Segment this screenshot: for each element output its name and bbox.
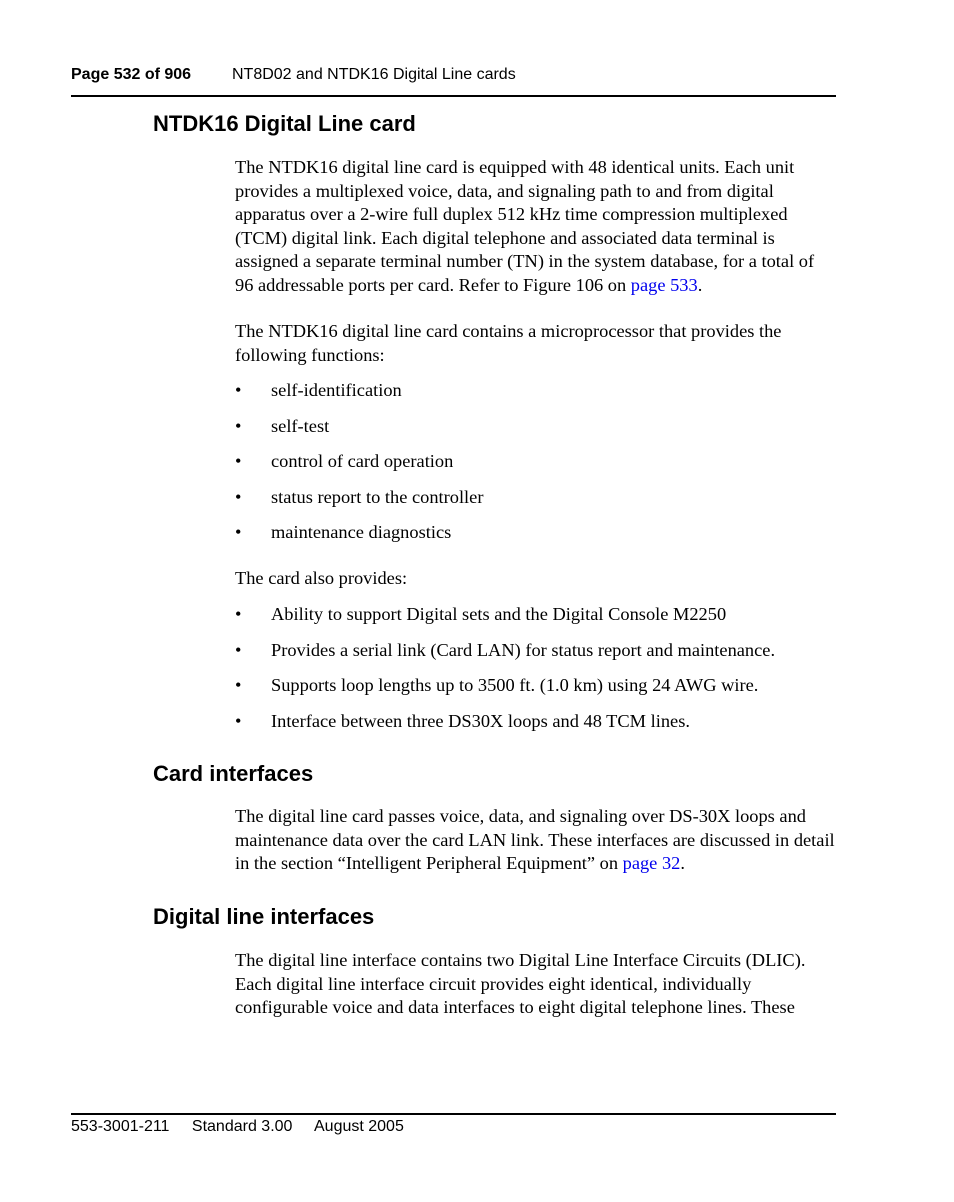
bullet-icon: • — [235, 451, 242, 471]
page-footer — [71, 1118, 422, 1136]
page-533-link[interactable]: page 533 — [630, 274, 698, 295]
list-item — [235, 450, 835, 486]
functions-intro-paragraph: The NTDK16 digital line card contains a microprocessor that provides the following functions: — [235, 321, 782, 365]
header-rule — [71, 95, 836, 97]
card-interfaces-text: The digital line card passes voice, data, and signaling over DS-30X loops and maintenance data over the card LAN link. These interfaces are discussed in detail in the section “Intelligent Peripheral Equipment” on — [235, 806, 835, 873]
standard-version: Standard 3.00 — [191, 1118, 293, 1135]
bullet-icon: • — [235, 522, 242, 542]
list-item — [235, 674, 835, 710]
document-number: 553-3001-211 — [71, 1118, 170, 1135]
bullet-icon: • — [235, 710, 242, 731]
intro-paragraph-end: . — [697, 274, 703, 295]
bullet-icon: • — [235, 380, 242, 400]
card-interfaces-end: . — [680, 853, 685, 873]
bullet-icon: • — [235, 486, 242, 507]
publication-date: August 2005 — [314, 1118, 404, 1135]
list-item-text: Interface between three DS30X loops and 48 TCM lines. — [271, 710, 690, 731]
list-item — [235, 603, 835, 639]
list-item — [235, 521, 835, 557]
page-number: Page 532 of 906 — [71, 66, 192, 83]
section-heading-digital-line-interfaces: Digital line interfaces — [153, 904, 375, 929]
document-title: NT8D02 and NTDK16 Digital Line cards — [232, 66, 516, 83]
page-32-link[interactable]: page 32 — [622, 853, 681, 873]
card-provides-paragraph: The card also provides: — [235, 568, 408, 588]
list-item — [235, 415, 835, 451]
card-interfaces-paragraph — [235, 805, 835, 876]
list-item — [235, 710, 835, 746]
list-item — [235, 486, 835, 522]
section-heading-ntdk16: NTDK16 Digital Line card — [153, 111, 416, 136]
list-item-text: maintenance diagnostics — [271, 522, 452, 542]
list-item-text: self-test — [271, 415, 330, 436]
bullet-icon: • — [235, 415, 242, 436]
bullet-icon: • — [235, 675, 242, 695]
list-item-text: self-identification — [271, 380, 402, 400]
list-item-text: Supports loop lengths up to 3500 ft. (1.0 km) using 24 AWG wire. — [271, 675, 759, 695]
footer-rule — [71, 1113, 836, 1115]
section-heading-card-interfaces: Card interfaces — [153, 761, 314, 786]
functions-list — [235, 379, 835, 557]
digital-line-interfaces-paragraph: The digital line interface contains two Digital Line Interface Circuits (DLIC). Each digital line interface circuit provides eight identical, individually configurable voice and data interfaces to eight digital telephone lines. These — [235, 950, 806, 1017]
list-item-text: Ability to support Digital sets and the Digital Console M2250 — [271, 604, 727, 624]
bullet-icon: • — [235, 604, 242, 624]
list-item-text: control of card operation — [271, 451, 454, 471]
list-item — [235, 379, 835, 415]
list-item-text: status report to the controller — [271, 486, 484, 507]
list-item — [235, 639, 835, 675]
page-header — [71, 66, 836, 84]
intro-paragraph — [235, 156, 835, 297]
list-item-text: Provides a serial link (Card LAN) for status report and maintenance. — [271, 639, 776, 660]
intro-paragraph-text: The NTDK16 digital line card is equipped with 48 identical units. Each unit provides a multiplexed voice, data, and signaling path to and from digital apparatus over a 2-wire full duplex 512 kHz time compression multiplexed (TCM) digital link. Each digital telephone and associated data terminal is assigned a separate terminal number (TN) in the system database, for a total of 96 addressable ports per card. Refer to Figure 106 on — [235, 157, 815, 295]
provides-list — [235, 603, 835, 745]
bullet-icon: • — [235, 639, 242, 660]
